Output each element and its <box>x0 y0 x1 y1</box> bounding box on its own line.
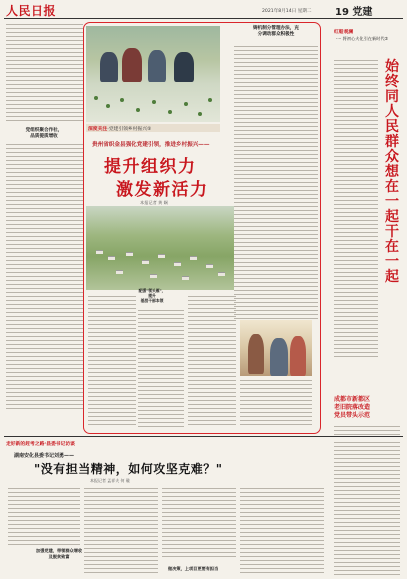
band-byline: 本报记者 孟祥夫 何 璇 <box>90 478 130 483</box>
section-note-text: 配强"领头雁"，提升 基层干部本领 <box>138 288 166 303</box>
village-terrace-photo <box>86 206 234 290</box>
feature-body-left-b <box>138 310 184 430</box>
kicker-label: 深度关注 <box>88 127 108 132</box>
feature-kicker <box>88 125 151 132</box>
feature-right-subhead: 铸机制分管理办法，充 分调动群众积极性 <box>253 26 299 37</box>
feature-byline: 本报记者 黄 娴 <box>140 200 168 205</box>
feature-headline-line1: 提升组织力 <box>104 157 197 177</box>
band-divider <box>4 436 403 437</box>
right-deck: ···· 将初心火化引在新时代② <box>336 36 389 41</box>
kicker-text: ·党建引领乡村振兴⑤ <box>107 127 152 132</box>
newspaper-logo: 人民日报 <box>6 4 57 18</box>
right-body-text <box>334 60 378 360</box>
page-section-label: 19 党建 <box>335 7 373 18</box>
feature-headline-line2: 激发新活力 <box>116 180 209 200</box>
vertical-title: 始终同人民群众想在一起干在一起 <box>385 59 399 285</box>
photo-caption-lines <box>240 380 312 428</box>
farm-photo <box>86 26 220 122</box>
feature-right-column <box>234 26 318 38</box>
band-body-3 <box>162 488 236 560</box>
band-headline: "没有担当精神，如何攻坚克难？" <box>34 462 223 476</box>
feature-body-left-c <box>188 296 236 428</box>
body-text-block <box>6 144 83 412</box>
left-subhead-1: 党组织聚合作社， 品质提质增收 <box>25 128 63 139</box>
band-body-4 <box>240 488 324 576</box>
right-kicker: 红船观澜 <box>334 30 354 35</box>
bottom-right-body-2 <box>334 442 400 578</box>
band-subhead: 湖南安化县委书记刘勇—— <box>14 453 75 459</box>
left-article-column <box>6 24 83 424</box>
band-kicker: 走好新的赶考之路·县委书记访谈 <box>6 442 75 447</box>
feature-right-body <box>234 46 318 322</box>
issue-date: 2021年8月14日 星期二 <box>262 9 312 14</box>
body-text-block <box>6 24 83 124</box>
villagers-photo <box>240 320 312 376</box>
band-body-1 <box>8 488 80 548</box>
band-subhead-2: 加强党建，带领群众增收 及脱贫致富 <box>36 548 83 559</box>
masthead-divider <box>4 18 403 19</box>
feature-deck: 贵州省织金县强化党建引领，推进乡村振兴—— <box>92 142 210 148</box>
feature-section-note <box>138 288 166 304</box>
band-subhead-3: 做决策，上项目更要有担当 <box>168 566 219 571</box>
feature-body-left-a <box>88 296 136 428</box>
band-body-2 <box>84 488 158 576</box>
bottom-right-headline: 成都市新都区 老旧院落改造 党员带头示范 <box>334 396 371 419</box>
